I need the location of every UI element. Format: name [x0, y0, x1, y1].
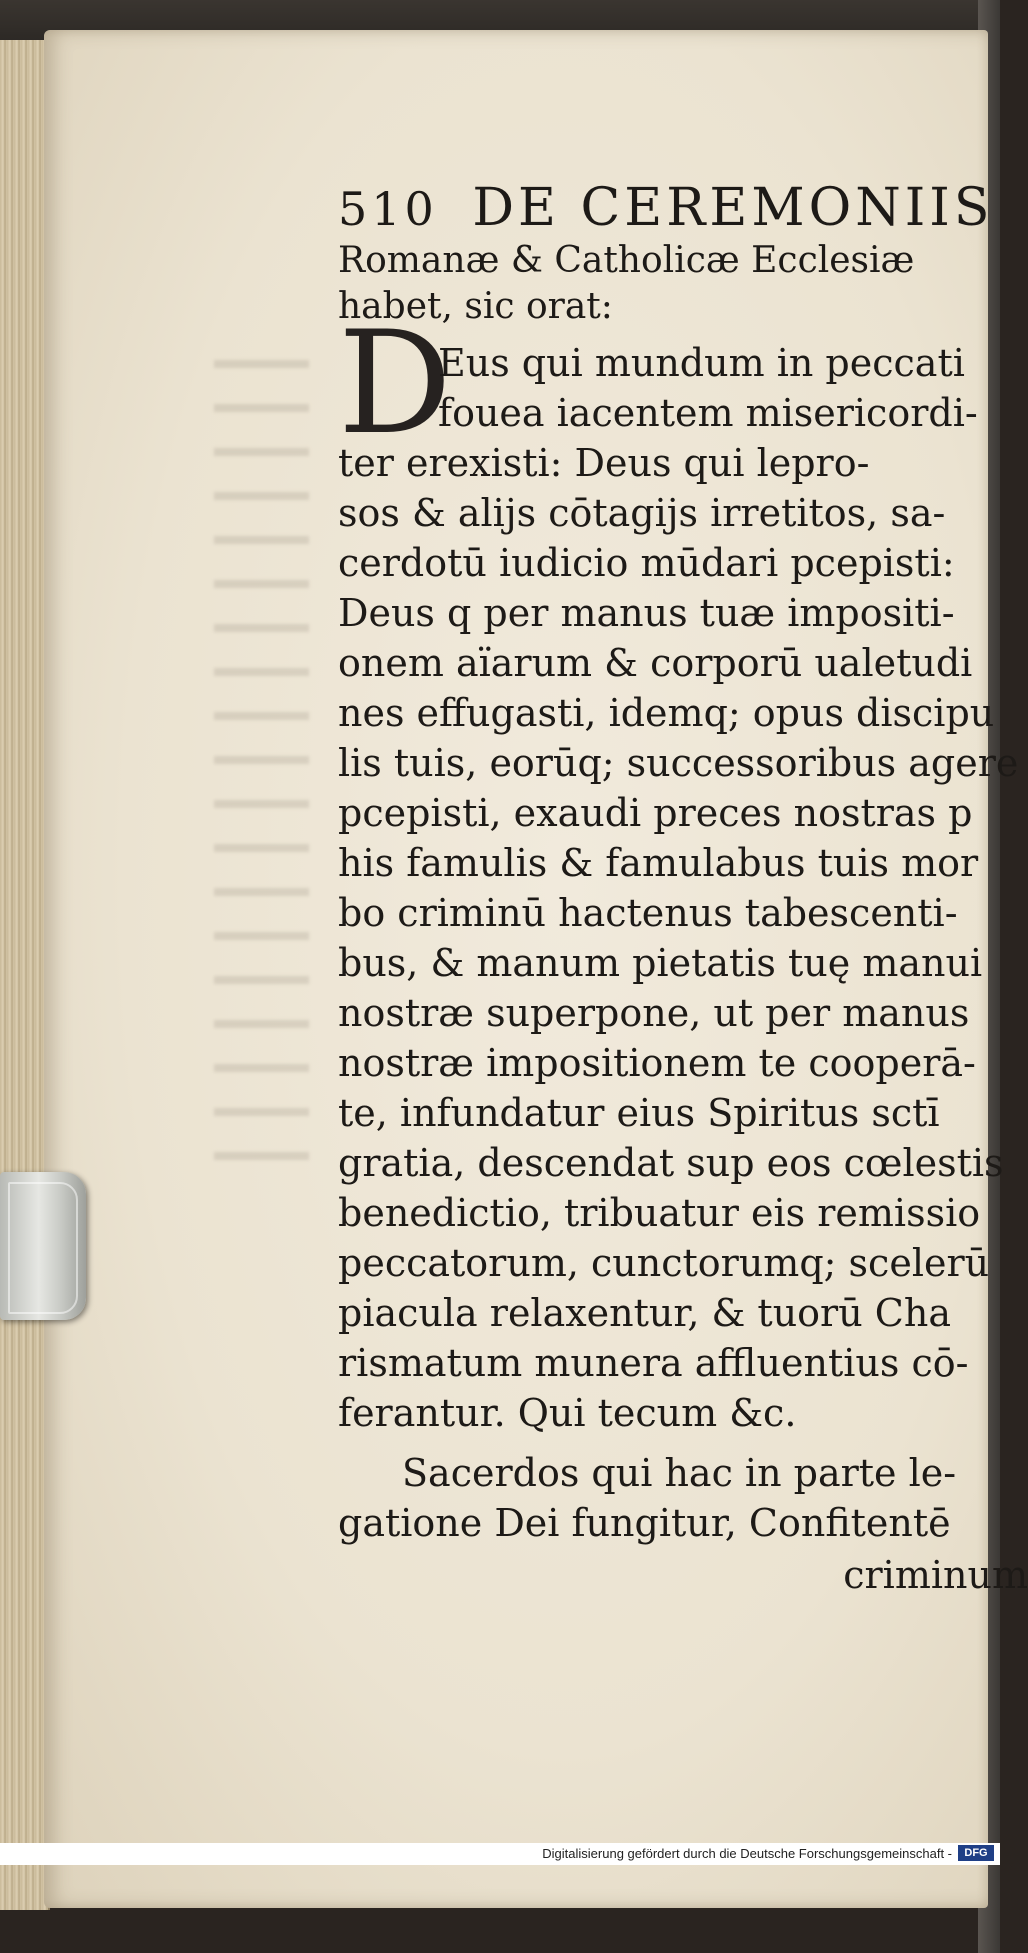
text-line: gratia, descendat sup eos cœlestis — [338, 1141, 1004, 1185]
catchword: criminum — [843, 1553, 1028, 1597]
show-through-text — [214, 360, 309, 1180]
text-line: bo criminū hactenus tabescenti- — [338, 891, 958, 935]
subhead-line: Romanæ & Catholicæ Ecclesiæ — [338, 240, 915, 281]
digitization-credit: Digitalisierung gefördert durch die Deutsche Forschungsgemeinschaft - — [542, 1846, 952, 1861]
text-line: nostræ impositionem te cooperā- — [338, 1041, 976, 1085]
text-line: rismatum munera affluentius cō- — [338, 1341, 969, 1385]
book-page — [44, 30, 1028, 1908]
text-line: sos & alijs cōtagijs irretitos, sa- — [338, 491, 946, 535]
text-line: Eus qui mundum in peccati — [438, 341, 965, 385]
text-line: nes effugasti, idemq; opus discipu — [338, 691, 995, 735]
text-line: his famulis & famulabus tuis mor — [338, 841, 979, 885]
text-line: bus, & manum pietatis tuę manui — [338, 941, 983, 985]
text-line: gatione Dei fungitur, Confitentē — [338, 1501, 951, 1545]
subhead-line: habet, sic orat: — [338, 286, 613, 327]
text-line: piacula relaxentur, & tuorū Cha — [338, 1291, 951, 1335]
text-line: ferantur. Qui tecum &c. — [338, 1391, 797, 1435]
text-line: fouea iacentem misericordi- — [438, 391, 978, 435]
book-page-edges — [0, 40, 50, 1910]
text-line: te, infundatur eius Spiritus sctī — [338, 1091, 940, 1135]
dfg-logo: DFG — [958, 1845, 994, 1861]
text-line: lis tuis, eorūq; successoribus agere — [338, 741, 1019, 785]
page-clip — [0, 1172, 86, 1320]
text-line: Sacerdos qui hac in parte le- — [402, 1451, 957, 1495]
text-line: ter erexisti: Deus qui lepro- — [338, 441, 870, 485]
text-line: benedictio, tribuatur eis remissio — [338, 1191, 981, 1235]
text-line: cerdotū iudicio mūdari pcepisti: — [338, 541, 955, 585]
text-line: onem aïarum & corporū ualetudi — [338, 641, 973, 685]
drop-cap: D — [338, 301, 452, 466]
text-line: nostræ superpone, ut per manus — [338, 991, 970, 1035]
running-head-title: DE CEREMONIIS — [472, 178, 994, 238]
text-line: peccatorum, cunctorumq; scelerū — [338, 1241, 990, 1285]
text-line: Deus q per manus tuæ impositi- — [338, 591, 955, 635]
text-line: pcepisti, exaudi preces nostras p — [338, 791, 973, 835]
page-number: 510 — [338, 182, 438, 236]
